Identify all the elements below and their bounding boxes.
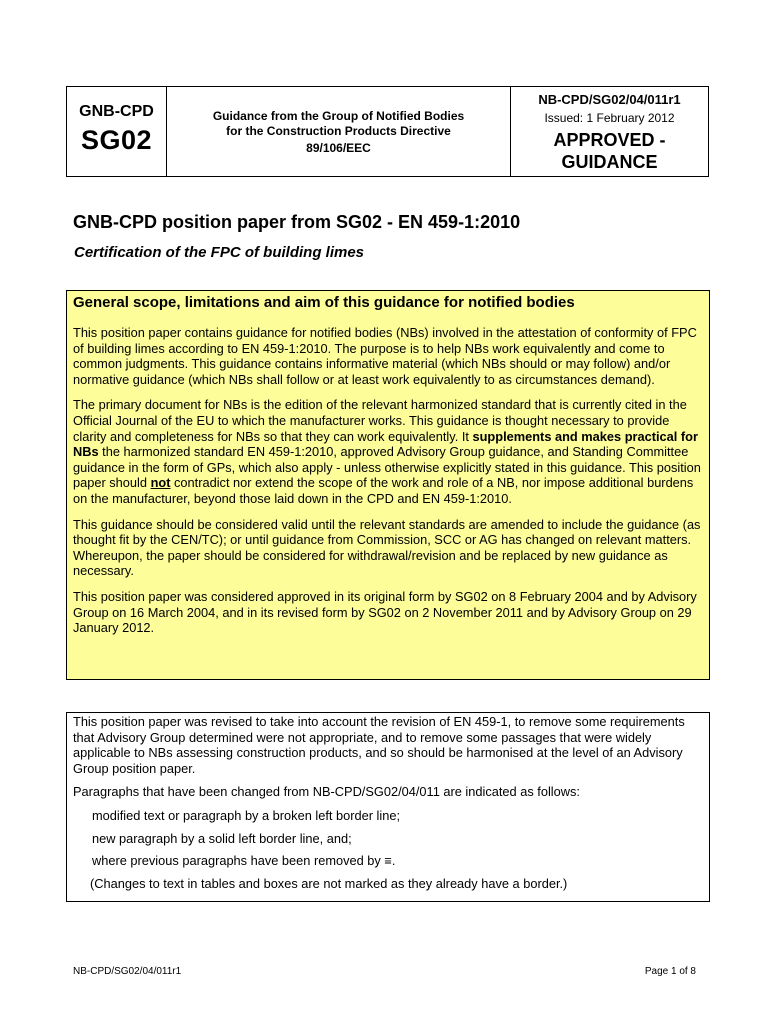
org-name: GNB-CPD	[79, 103, 154, 120]
scope-box	[66, 290, 710, 680]
status-line-1: APPROVED -	[553, 130, 666, 150]
scope-paragraph-2	[73, 397, 702, 506]
scope-heading: General scope, limitations and aim of this guidance for notified bodies	[73, 294, 575, 311]
document-header	[66, 86, 709, 177]
approval-status	[511, 129, 708, 173]
revision-paragraph-2: Paragraphs that have been changed from NB-CPD/SG02/04/011 are indicated as follows:	[73, 784, 580, 800]
page-title: GNB-CPD position paper from SG02 - EN 459-1:2010	[73, 212, 521, 232]
footer-page-number: Page 1 of 8	[644, 966, 696, 977]
guidance-line-1: Guidance from the Group of Notified Bodies	[212, 109, 465, 123]
revision-box	[66, 712, 710, 902]
page-subtitle: Certification of the FPC of building limes	[74, 244, 365, 261]
document-reference: NB-CPD/SG02/04/011r1	[538, 92, 681, 107]
revision-paragraph-1: This position paper was revised to take into account the revision of EN 459-1, to remove some requirements that Advisory Group determined were not appropriate, and to remove some passages that were widely applicable to NBs assessing construction products, and so should be harmonised at the level of an Advisory Group position paper.	[73, 714, 685, 776]
header-org-cell	[67, 87, 167, 176]
directive-number: 89/106/EEC	[306, 141, 371, 155]
group-name: SG02	[80, 125, 153, 155]
status-line-2: GUIDANCE	[561, 152, 658, 172]
guidance-line-2: for the Construction Products Directive	[226, 124, 451, 138]
header-guidance-cell	[167, 87, 511, 176]
revision-item: new paragraph by a solid left border line, and;	[92, 830, 352, 846]
issue-date: Issued: 1 February 2012	[544, 111, 675, 125]
revision-item: (Changes to text in tables and boxes are not marked as they already have a border.)	[90, 875, 568, 891]
scope-paragraph-4: This position paper was considered approved in its original form by SG02 on 8 February 2004 and by Advisory Group on 16 March 2004, and in its revised form by SG02 on 2 November 2011 and by Advisory Group on 29 January 2012.	[73, 588, 697, 636]
scope-p2-bold: supplements and makes practical for NBs	[73, 428, 698, 460]
scope-paragraph-1: This position paper contains guidance for notified bodies (NBs) involved in the attestation of conformity of FPC of building limes according to EN 459-1:2010. The purpose is to help NBs work equivalently and come to common judgments. This guidance contains informative material (which NBs should or may follow) and/or normative guidance (which NBs shall follow or at least work equivalently to as circumstances demand).	[73, 325, 697, 387]
scope-p2-text-b: the harmonized standard EN 459-1:2010, approved Advisory Group guidance, and Standing Committee guidance in the form of GPs, which also apply - unless otherwise explicitly stated in this guidance. This position paper should	[73, 444, 701, 491]
scope-p2-not: not	[150, 475, 171, 491]
scope-p2-text-a: The primary document for NBs is the edition of the relevant harmonized standard that is currently cited in the Official Journal of the EU to which the manufacturer works. This guidance is thought necessary to provide clarity and completeness for NBs so that they can work equivalently. It	[73, 397, 687, 444]
revision-item: where previous paragraphs have been removed by ≡.	[92, 853, 396, 869]
header-status-cell	[511, 87, 708, 176]
scope-paragraph-3: This guidance should be considered valid until the relevant standards are amended to include the guidance (as thought fit by the CEN/TC); or until guidance from Commission, SCC or AG has changed on relevant matters. Whereupon, the paper should be considered for withdrawal/revision and be replaced by new guidance as necessary.	[73, 516, 701, 579]
revision-item: modified text or paragraph by a broken left border line;	[92, 807, 401, 823]
scope-p2-text-c: contradict nor extend the scope of the work and role of a NB, nor impose additional burdens on the manufacturer, beyond those laid down in the CPD and EN 459-1:2010.	[73, 475, 694, 506]
footer-doc-ref: NB-CPD/SG02/04/011r1	[73, 966, 182, 977]
